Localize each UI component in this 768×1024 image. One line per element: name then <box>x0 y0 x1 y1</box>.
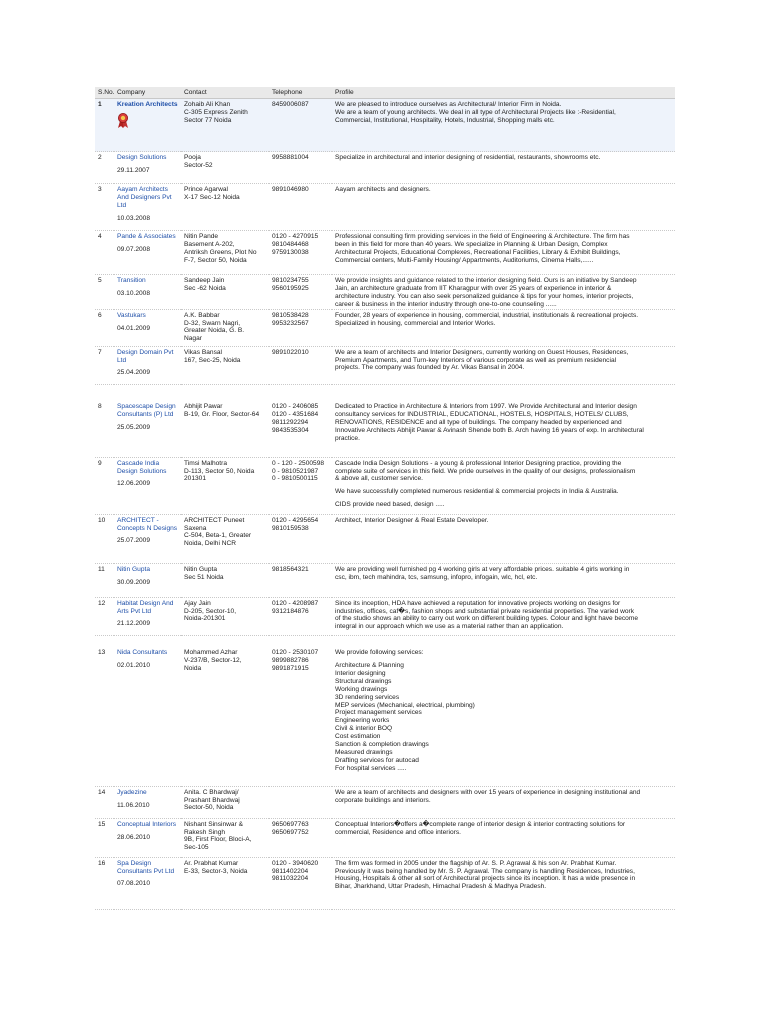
listing-date: 25.05.2009 <box>117 423 151 431</box>
profile-line: architecture industry. You can also seek personalized guidance & tips for your homes, interior projects, <box>335 292 634 300</box>
phone-number: 0120 - 4295654 <box>272 516 319 524</box>
profile-line: complete suite of services in this field. We pride ourselves in the quality of our designs, professionalism <box>335 467 636 475</box>
row-number: 10 <box>95 514 114 563</box>
contact-line: F-7, Sector 50, Noida <box>184 256 247 264</box>
profile-line: We are providing well furnished pg 4 working girls at very affordable prices. suitable 4 girls working in <box>335 565 630 573</box>
phone-number: 9810234755 <box>272 277 309 284</box>
company-row <box>95 786 675 818</box>
contact-cell <box>181 514 269 563</box>
profile-cell <box>332 152 675 184</box>
contact-line: D-32, Swarn Nagri, <box>184 319 241 327</box>
contact-line: Timsi Malhotra <box>184 459 227 467</box>
company-cell <box>114 184 181 231</box>
profile-line: Drafting services for autocad <box>335 756 419 764</box>
phone-number: 0 - 9810500115 <box>272 475 318 483</box>
contact-cell <box>181 152 269 184</box>
phone-number: 9650697752 <box>272 828 309 836</box>
contact-line: Nitin Gupta <box>184 565 217 573</box>
profile-cell <box>332 647 675 786</box>
profile-line: We are a team of architects and designers with over 15 years of experience in designing institutional and <box>335 788 641 796</box>
listing-date: 07.08.2010 <box>117 880 151 888</box>
listing-date: 25.07.2009 <box>117 537 151 545</box>
contact-line: Greater Noida, G. B. <box>184 327 245 335</box>
company-row <box>95 857 675 909</box>
row-number: 9 <box>95 457 114 514</box>
telephone-cell <box>269 857 332 909</box>
contact-line: Noida, Delhi NCR <box>184 540 237 548</box>
profile-line: We have successfully completed numerous residential & commercial projects in India & Australia. <box>335 488 619 496</box>
profile-line: Civil & interior BOQ <box>335 725 393 733</box>
telephone-cell <box>269 184 332 231</box>
contact-line: Nagar <box>184 335 202 343</box>
profile-line: Measured drawings <box>335 749 393 756</box>
profile-line: Cascade India Design Solutions - a young & professional Interior Designing practice, providing the <box>335 459 622 467</box>
telephone-cell <box>269 597 332 635</box>
profile-line: MEP services (Mechanical, electrical, plumbing) <box>335 701 475 709</box>
profile-cell <box>332 346 675 384</box>
contact-line: D-113, Sector 50, Noida <box>184 467 255 475</box>
row-number: 4 <box>95 231 114 275</box>
phone-number: 9810159538 <box>272 524 309 532</box>
table-spacer <box>95 384 675 401</box>
contact-line: V-237/B, Sector-12, <box>184 657 242 665</box>
telephone-cell <box>269 401 332 457</box>
row-number: 2 <box>95 152 114 184</box>
contact-line: ARCHITECT Puneet <box>184 516 245 524</box>
contact-line: Noida <box>184 664 202 672</box>
profile-line: been in this field for more than 40 years. We specialize in Planning & Urban Design, Complex <box>335 240 608 248</box>
header-telephone: Telephone <box>269 87 332 99</box>
profile-line: The firm was formed in 2005 under the flagship of Ar. S. P. Agrawal & his son Ar. Prabhat Kumar. <box>335 859 617 867</box>
company-row <box>95 818 675 857</box>
phone-number: 9843535304 <box>272 426 309 434</box>
profile-cell <box>332 309 675 346</box>
profile-line: integral in our approach which we use as a material rather than an application. <box>335 623 564 631</box>
contact-cell <box>181 563 269 597</box>
contact-cell <box>181 346 269 384</box>
profile-cell <box>332 514 675 563</box>
contact-cell <box>181 309 269 346</box>
profile-line: CIDS provide need based, design ..... <box>335 501 445 509</box>
phone-number: 0120 - 2406085 <box>272 403 319 411</box>
header-profile: Profile <box>332 87 675 99</box>
row-number: 5 <box>95 275 114 310</box>
company-link[interactable]: Design Solutions <box>117 154 167 161</box>
profile-line: We are a team of young architects. We deal in all type of Architectural Projects like :-Residential, <box>335 108 616 116</box>
profile-cell <box>332 275 675 310</box>
profile-line: Cost estimation <box>335 733 381 741</box>
telephone-cell <box>269 275 332 310</box>
profile-line: Bihar, Jharkhand, Uttar Pradesh, Himachal Pradesh & Madhya Pradesh. <box>335 883 547 891</box>
company-link[interactable]: Aayam Architects And Designers Pvt Ltd <box>117 186 172 209</box>
telephone-cell <box>269 309 332 346</box>
company-row <box>95 231 675 275</box>
contact-line: Sandeep Jain <box>184 277 225 284</box>
contact-line: Mohammed Azhar <box>184 649 238 657</box>
company-row <box>95 346 675 384</box>
profile-line: Founder, 28 years of experience in housing, commercial, industrial, institutionals & recreational projects. <box>335 311 639 319</box>
row-number: 3 <box>95 184 114 231</box>
contact-line: Nitin Pande <box>184 233 219 240</box>
profile-line: of the studio shows an ability to carry out work on different building types. Colour and light have become <box>335 615 638 623</box>
profile-line: csc, ibm, tech mahindra, tcs, samsung, infopro, infogain, wlc, hcl, etc. <box>335 573 538 581</box>
telephone-cell <box>269 647 332 786</box>
company-cell <box>114 457 181 514</box>
phone-number: 8459006087 <box>272 101 309 108</box>
contact-line: Basement A-202, <box>184 240 235 248</box>
profile-cell <box>332 99 675 152</box>
company-link[interactable]: Nitin Gupta <box>117 565 150 573</box>
contact-cell <box>181 275 269 310</box>
listing-date: 28.06.2010 <box>117 833 151 841</box>
profile-line: Interior designing <box>335 669 386 677</box>
company-cell <box>114 818 181 857</box>
company-link[interactable]: ARCHITECT - Concepts N Designs <box>117 516 178 532</box>
profile-line: corporate buildings and interiors. <box>335 796 431 804</box>
profile-line: 3D rendering services <box>335 693 400 701</box>
phone-number: 0120 - 4270915 <box>272 233 319 240</box>
profile-line: We are pleased to introduce ourselves as Architectural/ Interior Firm in Noida. <box>335 101 562 108</box>
contact-cell <box>181 597 269 635</box>
listing-date: 21.12.2009 <box>117 620 151 628</box>
phone-number: 0120 - 3940620 <box>272 859 319 867</box>
company-cell <box>114 346 181 384</box>
telephone-cell <box>269 514 332 563</box>
profile-line: Premium Apartments, and Turn-key Interiors of various corporate as well as premium residencial <box>335 356 617 364</box>
contact-cell <box>181 818 269 857</box>
contact-cell <box>181 184 269 231</box>
profile-cell <box>332 184 675 231</box>
spacer-cell <box>95 635 675 647</box>
header-row <box>95 87 675 99</box>
phone-number: 9810538428 <box>272 311 309 319</box>
company-table <box>95 87 675 910</box>
company-directory <box>95 87 675 910</box>
contact-line: Sector 77 Noida <box>184 116 232 124</box>
row-number: 15 <box>95 818 114 857</box>
contact-line: Sec -62 Noida <box>184 284 226 292</box>
profile-line: We are a team of architects and Interior Designers, currently working on Guest Houses, Residences, <box>335 348 629 356</box>
profile-cell <box>332 401 675 457</box>
company-link[interactable]: Cascade India Design Solutions <box>117 459 167 475</box>
listing-date: 30.09.2009 <box>117 578 151 586</box>
company-cell <box>114 563 181 597</box>
company-link[interactable]: Conceptual Interiors <box>117 820 177 828</box>
profile-line: Structural drawings <box>335 677 392 685</box>
company-cell <box>114 647 181 786</box>
award-ribbon-icon <box>117 113 129 128</box>
profile-line: Specialize in architectural and interior designing of residential, restaurants, showrooms etc. <box>335 154 601 161</box>
profile-line: Commercial, Institutional, Hospitality, Hotels, Industrial, Shopping malls etc. <box>335 116 555 124</box>
company-row <box>95 99 675 152</box>
profile-line: & above all, customer service. <box>335 475 423 483</box>
company-link[interactable]: Nida Consultants <box>117 649 168 657</box>
contact-cell <box>181 647 269 786</box>
profile-line: commercial, Residence and office interiors. <box>335 828 461 836</box>
company-row <box>95 152 675 184</box>
company-link[interactable]: Spacescape Design Consultants (P) Ltd <box>117 403 176 419</box>
contact-line: Rakesh Singh <box>184 828 226 836</box>
phone-number: 9312184876 <box>272 607 309 615</box>
contact-line: Sec-105 <box>184 844 209 852</box>
company-cell <box>114 597 181 635</box>
telephone-cell <box>269 818 332 857</box>
contact-line: Pooja <box>184 154 201 161</box>
contact-cell <box>181 786 269 818</box>
profile-line: Since its inception, HDA have achieved a reputation for innovative projects working on designs for <box>335 599 621 607</box>
contact-cell <box>181 457 269 514</box>
contact-line: Sector-52 <box>184 161 213 169</box>
phone-number: 9958881004 <box>272 154 309 161</box>
profile-line: Sanction & completion drawings <box>335 741 429 749</box>
company-link[interactable]: Transition <box>117 277 146 284</box>
listing-date: 25.04.2009 <box>117 369 151 377</box>
profile-line: industries, offices, caf�s, fashion shops and substantial private residential properties. The varied work <box>335 607 634 615</box>
contact-line: E-33, Sector-3, Noida <box>184 867 248 875</box>
company-cell <box>114 152 181 184</box>
contact-line: B-19, Gr. Floor, Sector-64 <box>184 411 260 419</box>
profile-line: Architecture & Planning <box>335 662 404 670</box>
telephone-cell <box>269 231 332 275</box>
profile-cell <box>332 457 675 514</box>
contact-line: Noida-201301 <box>184 615 226 623</box>
telephone-cell <box>269 457 332 514</box>
phone-number: 0120 - 4351684 <box>272 411 319 419</box>
profile-line: Jain, an architecture graduate from IIT Kharagpur with over 25 years of experience in interior & <box>335 284 612 292</box>
company-row <box>95 514 675 563</box>
profile-cell <box>332 563 675 597</box>
profile-line: Previously it was being handled by Mr. S. P. Agrawal. The company is handling Residences, Industries, <box>335 867 635 875</box>
contact-line: C-305 Express Zenith <box>184 108 248 116</box>
phone-number: 0120 - 2530107 <box>272 649 319 657</box>
phone-number: 0 - 9810521987 <box>272 467 319 475</box>
row-number: 16 <box>95 857 114 909</box>
company-link[interactable]: Vastukars <box>117 311 146 319</box>
profile-cell <box>332 818 675 857</box>
listing-date: 03.10.2008 <box>117 289 151 297</box>
company-row <box>95 184 675 231</box>
profile-line: projects. The company was founded by Ar. Vikas Bansal in 2004. <box>335 364 525 372</box>
contact-line: 9B, First Floor, Bloci-A, <box>184 836 252 844</box>
contact-line: Saxena <box>184 524 207 532</box>
profile-line: Commercial centers, Multi-Family Housing/ Appartments, Auditoriums, Cinema Halls,...... <box>335 256 594 264</box>
profile-line: Innovative Architects Abhijit Pawar & Avinash Shende both B. Arch having 16 years of exp. In architectural <box>335 426 644 434</box>
contact-cell <box>181 231 269 275</box>
contact-cell <box>181 99 269 152</box>
row-number: 6 <box>95 309 114 346</box>
profile-line: practice. <box>335 434 360 442</box>
profile-line: Engineering works <box>335 717 390 725</box>
phone-number: 9891871915 <box>272 664 309 672</box>
header-sno: S.No. <box>95 87 114 99</box>
contact-line: Sec 51 Noida <box>184 573 224 581</box>
company-cell <box>114 99 181 152</box>
listing-date: 02.01.2010 <box>117 662 151 670</box>
profile-line: Architect, Interior Designer & Real Estate Developer. <box>335 516 489 524</box>
contact-line: Vikas Bansal <box>184 348 222 356</box>
profile-line: career & business in the interior industry through one-to-one counseling ...... <box>335 300 557 308</box>
phone-number: 9560195925 <box>272 284 309 292</box>
contact-line: Zohaib Ali Khan <box>184 101 231 108</box>
row-number: 14 <box>95 786 114 818</box>
profile-cell <box>332 786 675 818</box>
profile-line: We provide insights and guidance related to the interior designing field. Ours is an initiative by Sandeep <box>335 277 637 284</box>
profile-line: We provide following services: <box>335 649 424 657</box>
profile-cell <box>332 857 675 909</box>
phone-number: 9650697763 <box>272 820 309 828</box>
phone-number: 9818564321 <box>272 565 309 573</box>
profile-line: RENOVATIONS, RESIDENCE and all type of buildings. The company headed by experienced and <box>335 418 622 426</box>
row-number: 8 <box>95 401 114 457</box>
listing-date: 04.01.2009 <box>117 324 151 332</box>
contact-line: Prince Agarwal <box>184 186 228 193</box>
header-company: Company <box>114 87 181 99</box>
profile-line: consultancy services for INDUSTRIAL, EDUCATIONAL, HOSTELS, HOSPITALS, HOTELS/ CLUBS, <box>335 411 629 419</box>
profile-line: Project management services <box>335 709 422 717</box>
row-number: 11 <box>95 563 114 597</box>
phone-number: 9891022010 <box>272 348 309 356</box>
spacer-cell <box>95 384 675 401</box>
contact-line: Prashant Bhardwaj <box>184 796 240 804</box>
telephone-cell <box>269 99 332 152</box>
company-row <box>95 457 675 514</box>
company-cell <box>114 231 181 275</box>
profile-line: Aayam architects and designers. <box>335 186 431 193</box>
phone-number: 9899882786 <box>272 657 309 665</box>
profile-line: Specialized in housing, commercial and Interior Works. <box>335 319 496 327</box>
contact-line: Nishant Sinsinwar & <box>184 820 244 828</box>
telephone-cell <box>269 346 332 384</box>
phone-number: 9811402204 <box>272 867 309 875</box>
listing-date: 12.06.2009 <box>117 480 151 488</box>
company-link[interactable]: Kreation Architects <box>117 101 178 108</box>
company-link[interactable]: Pande & Associates <box>117 233 176 240</box>
company-row <box>95 309 675 346</box>
profile-line: For hospital services ..... <box>335 764 407 772</box>
profile-line: Housing, Hospitals & other all sort of Architectural projects since its inception. It has a wide presence in <box>335 875 636 883</box>
contact-line: D-205, Sector-10, <box>184 607 237 615</box>
profile-cell <box>332 231 675 275</box>
row-number: 13 <box>95 647 114 786</box>
contact-line: A.K. Babbar <box>184 311 220 319</box>
company-row <box>95 563 675 597</box>
contact-line: Abhijit Pawar <box>184 403 223 411</box>
company-link[interactable]: Spa Design Consultants Pvt Ltd <box>117 859 175 875</box>
phone-number: 9811292294 <box>272 418 309 426</box>
phone-number: 9759130038 <box>272 248 309 256</box>
listing-date: 29.11.2007 <box>117 166 150 174</box>
profile-line: Dedicated to Practice in Architecture & Interiors from 1997. We Provide Architectural and Interior design <box>335 403 637 411</box>
telephone-cell <box>269 152 332 184</box>
profile-line: Conceptual Interiors�offers a�complete range of interior design & interior contracting solutions for <box>335 820 626 828</box>
contact-line: C-504, Beta-1, Greater <box>184 532 252 540</box>
phone-number: 9810484468 <box>272 240 309 248</box>
row-number: 7 <box>95 346 114 384</box>
company-row <box>95 401 675 457</box>
contact-line: Anita. C Bhardwaj/ <box>184 788 239 796</box>
listing-date: 10.03.2008 <box>117 214 151 222</box>
profile-line: Working drawings <box>335 685 388 693</box>
company-row <box>95 275 675 310</box>
telephone-cell <box>269 786 332 818</box>
table-spacer <box>95 635 675 647</box>
company-cell <box>114 786 181 818</box>
phone-number: 9891046980 <box>272 186 309 193</box>
company-cell <box>114 309 181 346</box>
contact-line: Sector-50, Noida <box>184 804 234 812</box>
company-cell <box>114 514 181 563</box>
listing-date: 09.07.2008 <box>117 245 151 253</box>
contact-line: Ar. Prabhat Kumar <box>184 859 239 867</box>
company-cell <box>114 275 181 310</box>
company-cell <box>114 401 181 457</box>
profile-cell <box>332 597 675 635</box>
contact-line: Ajay Jain <box>184 599 211 607</box>
company-link[interactable]: Habitat Design And Arts Pvt Ltd <box>117 599 174 615</box>
company-link[interactable]: Jyadezine <box>117 788 147 796</box>
contact-cell <box>181 857 269 909</box>
telephone-cell <box>269 563 332 597</box>
phone-number: 0 - 120 - 2500598 <box>272 459 325 467</box>
company-cell <box>114 857 181 909</box>
phone-number: 0120 - 4208987 <box>272 599 319 607</box>
contact-line: Antriksh Greens, Plot No <box>184 248 257 256</box>
contact-line: X-17 Sec-12 Noida <box>184 193 240 201</box>
phone-number: 9811032204 <box>272 875 309 883</box>
company-row <box>95 597 675 635</box>
profile-line: Professional consulting firm providing services in the field of Engineering & Architecture. The firm has <box>335 233 630 240</box>
company-row <box>95 647 675 786</box>
company-link[interactable]: Design Domain Pvt Ltd <box>117 348 174 364</box>
listing-date: 11.06.2010 <box>117 801 150 809</box>
phone-number: 9953232567 <box>272 319 309 327</box>
row-number: 1 <box>95 99 114 152</box>
contact-line: 201301 <box>184 475 207 483</box>
row-number: 12 <box>95 597 114 635</box>
header-contact: Contact <box>181 87 269 99</box>
contact-line: 167, Sec-25, Noida <box>184 356 241 364</box>
profile-line: Architectural Projects, Educational Complexes, Recreational Facilities, Library & Exhibit Buildings, <box>335 248 621 256</box>
contact-cell <box>181 401 269 457</box>
